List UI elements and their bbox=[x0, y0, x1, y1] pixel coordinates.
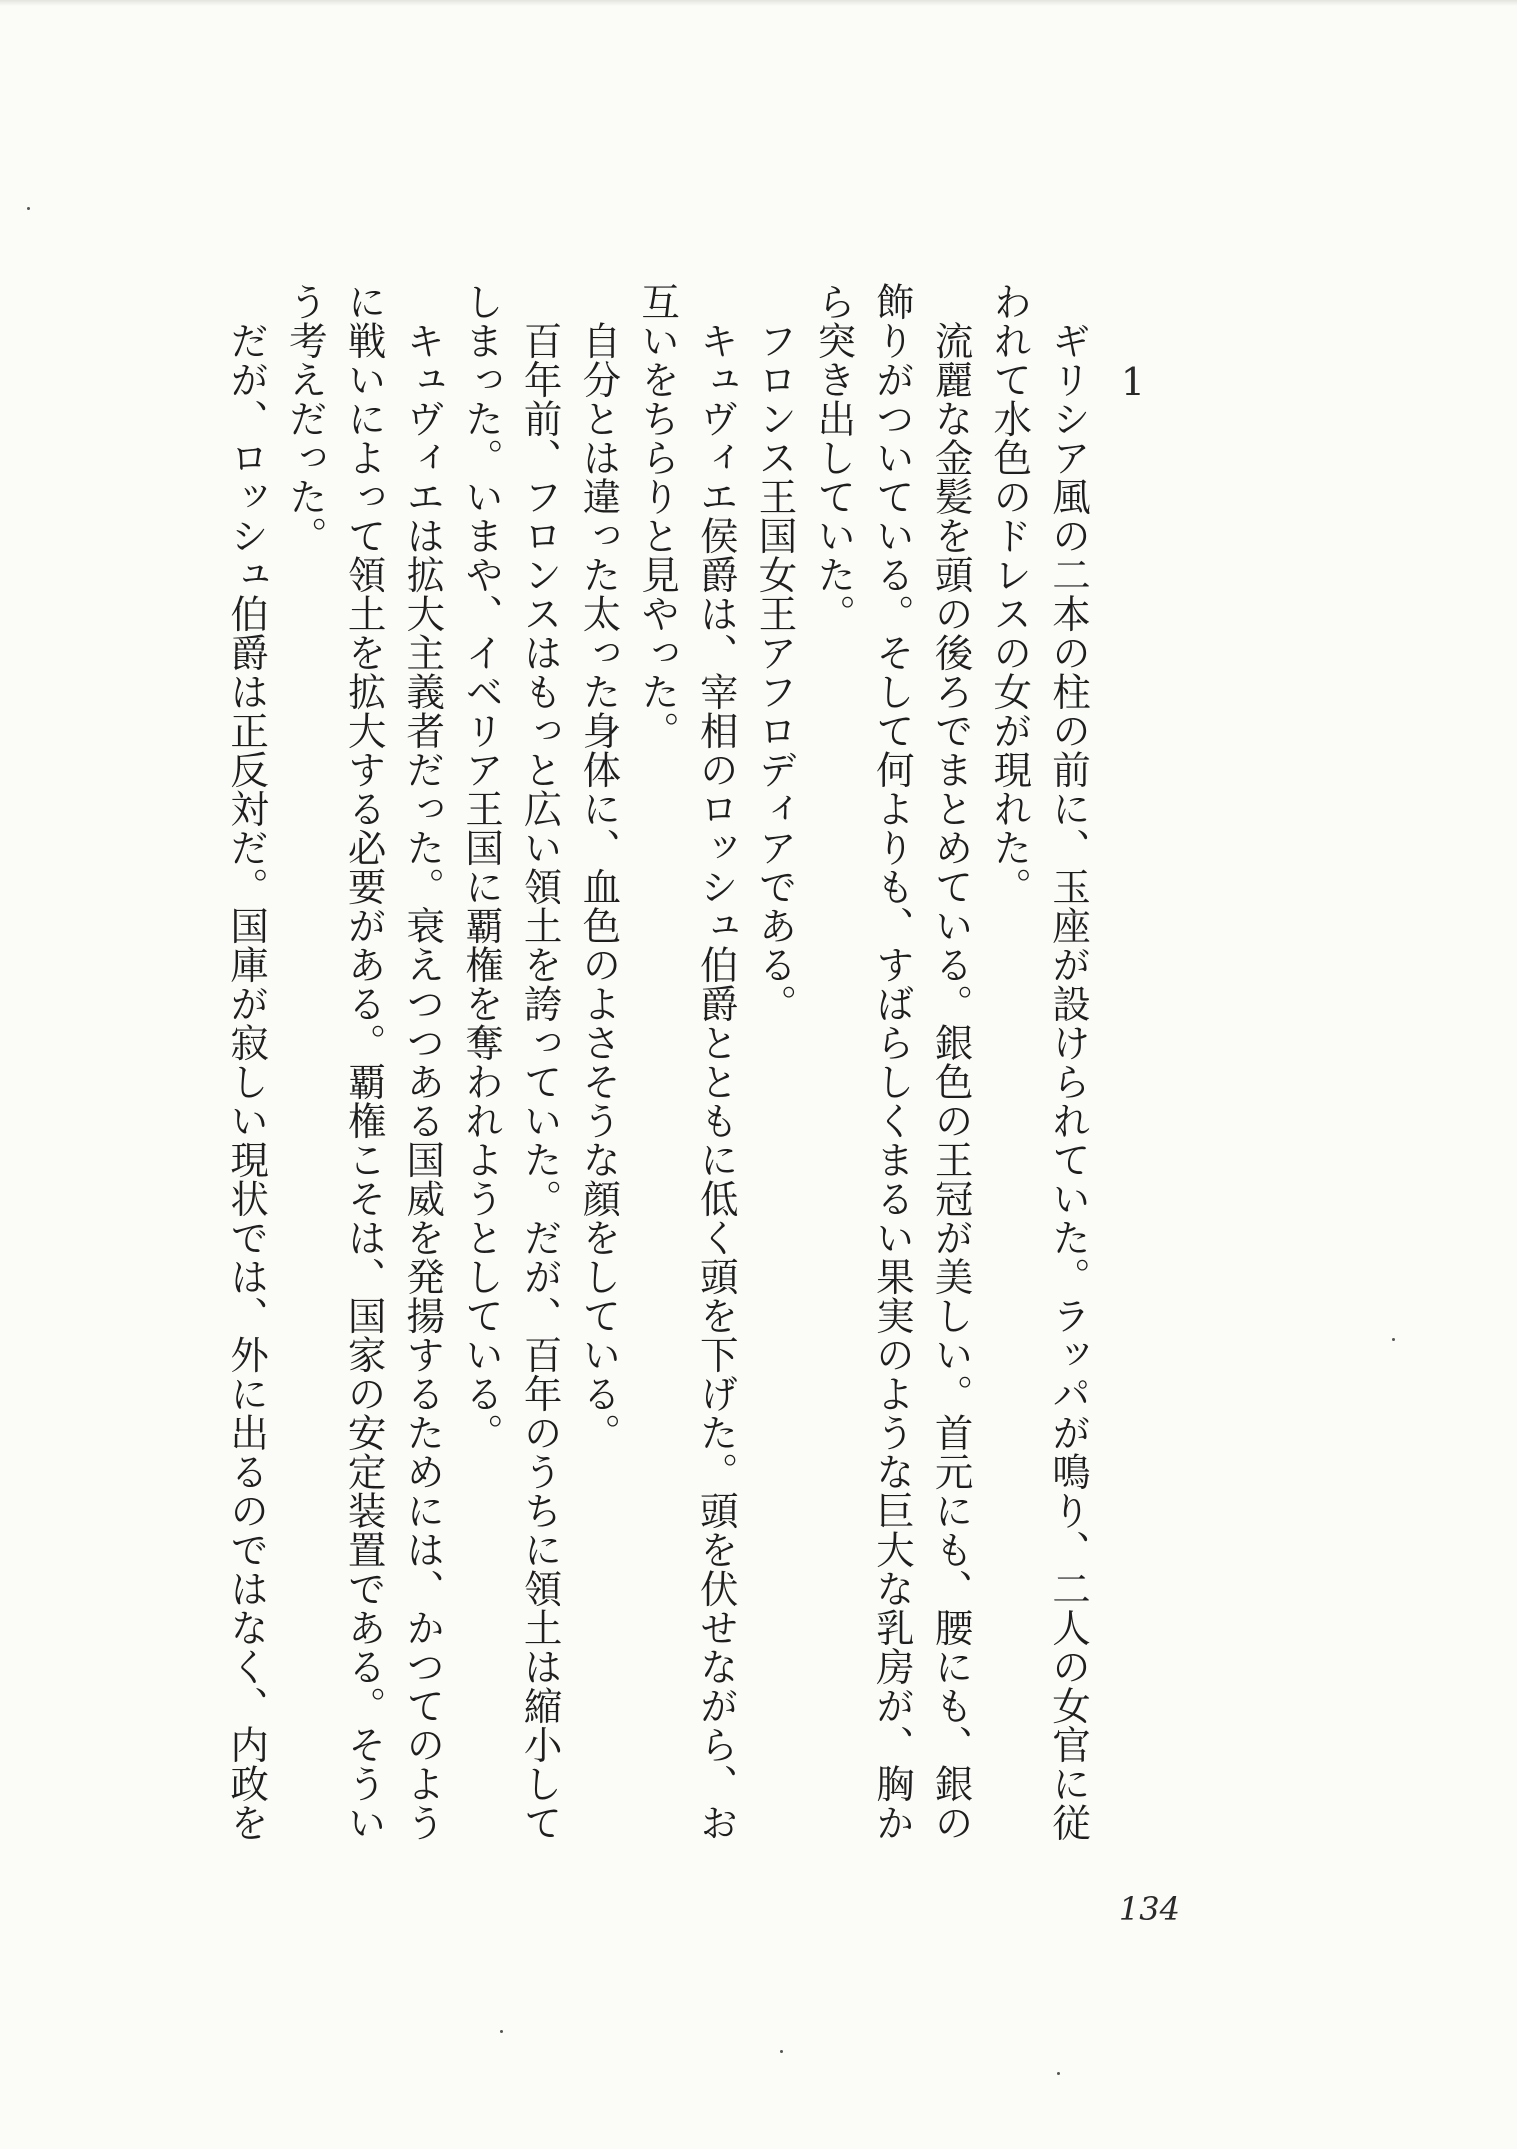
paragraph: 自分とは違った太った身体に、血色のよさそうな顔をしている。 bbox=[576, 320, 622, 1452]
paragraph: だが、ロッシュ伯爵は正反対だ。国庫が寂しい現状では、外に出るのではなく、内政を bbox=[224, 320, 270, 1842]
scan-speck bbox=[780, 2050, 783, 2053]
paragraph: キュヴィエは拡大主義者だった。衰えつつある国威を発揚するためには、かつてのように戦いによって領土を拡大する必要がある。覇権こそは、国家の安定装置である。そういう考えだった。 bbox=[282, 282, 446, 1842]
paragraph: 流麗な金髪を頭の後ろでまとめている。銀色の王冠が美しい。首元にも、腰にも、銀の飾りがついている。そして何よりも、すばらしくまるい果実のような巨大な乳房が、胸から突き出していた。 bbox=[811, 282, 974, 1842]
paragraph: 百年前、フロンスはもっと広い領土を誇っていた。だが、百年のうちに領土は縮小してしまった。いまや、イベリア王国に覇権を奪われようとしている。 bbox=[458, 282, 563, 1842]
paragraph: キュヴィエ侯爵は、宰相のロッシュ伯爵とともに低く頭を下げた。頭を伏せながら、お互いをちらりと見やった。 bbox=[635, 282, 739, 1842]
scan-speck bbox=[1392, 1338, 1395, 1341]
scan-edge bbox=[0, 0, 1517, 6]
scan-speck bbox=[1057, 2072, 1060, 2075]
chapter-number: 1 bbox=[1120, 360, 1146, 404]
page-number: 134 bbox=[1118, 1890, 1180, 1928]
paragraph: ギリシア風の二本の柱の前に、玉座が設けられていた。ラッパが鳴り、二人の女官に従われて水色のドレスの女が現れた。 bbox=[987, 282, 1091, 1842]
scan-speck bbox=[500, 2030, 503, 2033]
paragraph: フロンス王国女王アフロディアである。 bbox=[752, 320, 798, 1023]
body-text bbox=[216, 282, 1097, 1842]
scan-speck bbox=[27, 207, 30, 210]
